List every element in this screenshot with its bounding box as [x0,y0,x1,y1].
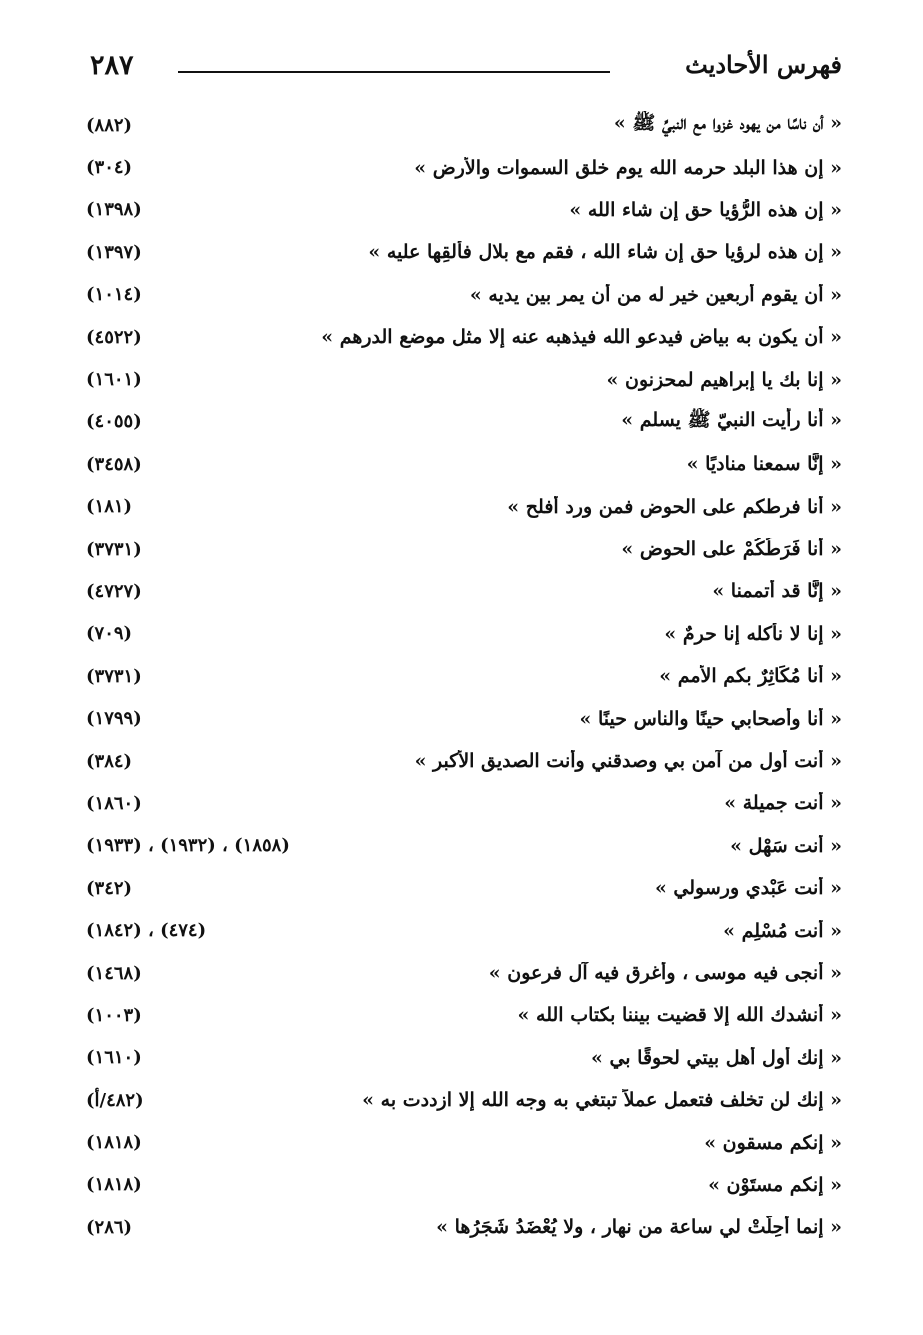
hadith-reference-number: (٧٠٩) [86,623,133,645]
hadith-text: « أنت جميلة » [724,792,842,815]
index-entry [80,443,842,485]
index-entry [80,825,842,867]
hadith-text: « إنما أُحِلَّتْ لي ساعة من نهار ، ولا يُعْضَدُ شَجَرُها » [436,1216,842,1239]
hadith-reference-number: (١٨١٨) [86,1174,142,1196]
hadith-reference-number: (٣٨٤) [86,750,133,772]
hadith-reference-number: (٤٥٢٢) [86,326,142,348]
hadith-reference-number: (٣٧٣١) [86,665,142,687]
hadith-reference-number: (١٠٠٣) [86,1004,142,1026]
hadith-reference-number: (١٦٠١) [86,369,142,391]
hadith-reference-number: (١٨٥٨) ، (١٩٣٢) ، (١٩٣٣) [86,835,290,857]
hadith-text: « أن ناسًا من يهود غزوا مع النبيِّ ﷺ » [613,112,842,135]
hadith-reference-number: (١٣٩٨) [86,199,142,221]
hadith-text: « إن هذا البلد حرمه الله يوم خلق السموات والأرض » [414,156,842,179]
hadith-text: « أنا وأصحابي حينًا والناس حينًا » [579,707,842,730]
hadith-index-list [80,104,842,1249]
index-entry [80,1206,842,1248]
hadith-text: « إن هذه لرؤيا حق إن شاء الله ، فقم مع بلال فألقِها عليه » [368,241,842,264]
hadith-reference-number: (١٤٦٨) [86,962,142,984]
index-entry [80,1079,842,1121]
hadith-text: « إنكم مسقون » [704,1131,842,1154]
page-title: فهرس الأحاديث [685,50,842,79]
hadith-text: « أنا رأيت النبيّ ﷺ يسلم » [621,408,842,431]
hadith-reference-number: (١٨١٨) [86,1132,142,1154]
index-entry [80,867,842,909]
header-rule [178,71,610,73]
index-entry [80,740,842,782]
page-number: ٢٨٧ [90,50,134,81]
hadith-text: « أن يكون به بياض فيدعو الله فيذهبه عنه إلا مثل موضع الدرهم » [321,326,842,349]
hadith-text: « إنك أول أهل بيتي لحوقًا بي » [590,1046,842,1069]
hadith-text: « إنكم مستَوْن » [708,1173,842,1196]
index-entry [80,104,842,146]
index-entry [80,1037,842,1079]
hadith-reference-number: (٢٨٦) [86,1216,133,1238]
hadith-text: « أنت مُسْلِم » [723,919,842,942]
hadith-reference-number: (٣٠٤) [86,157,133,179]
hadith-text: « أنا فرطكم على الحوض فمن ورد أفلح » [507,495,842,518]
index-entry [80,146,842,188]
hadith-reference-number: (٣٧٣١) [86,538,142,560]
hadith-text: « أنت أول من آمن بي وصدقني وأنت الصديق الأكبر » [414,750,842,773]
index-entry [80,1164,842,1206]
index-entry [80,697,842,739]
index-entry [80,231,842,273]
hadith-text: « أنت سَهْل » [730,834,842,857]
hadith-text: « أنت عَبْدي ورسولي » [654,877,842,900]
hadith-text: « أن يقوم أربعين خير له من أن يمر بين يديه » [469,283,842,306]
hadith-reference-number: (٤٠٥٥) [86,411,142,433]
index-entry [80,358,842,400]
hadith-reference-number: (٤٧٢٧) [86,580,142,602]
index-entry [80,655,842,697]
index-entry [80,570,842,612]
hadith-text: « إنا لا نأكله إنا حرمٌ » [664,622,842,645]
hadith-reference-number: (٤٧٤) ، (١٨٤٢) [86,920,207,942]
hadith-reference-number: (٣٤٥٨) [86,453,142,475]
hadith-reference-number: (١٣٩٧) [86,241,142,263]
hadith-text: « أنشدك الله إلا قضيت بيننا بكتاب الله » [517,1004,842,1027]
hadith-reference-number: (١٨٦٠) [86,792,142,814]
page-header [90,50,842,94]
hadith-reference-number: (٣٤٢) [86,877,133,899]
hadith-reference-number: (١٦١٠) [86,1047,142,1069]
index-entry [80,909,842,951]
hadith-text: « أنجى فيه موسى ، وأغرق فيه آل فرعون » [488,962,842,984]
hadith-reference-number: (١٨١) [86,496,133,518]
hadith-reference-number: (٤٨٢/أ) [86,1089,144,1111]
index-entry [80,994,842,1036]
index-entry [80,1121,842,1163]
index-entry [80,274,842,316]
index-entry [80,613,842,655]
hadith-reference-number: (٨٨٢) [86,114,133,136]
index-entry [80,782,842,824]
hadith-text: « إنا بك يا إبراهيم لمحزنون » [606,368,842,391]
hadith-reference-number: (١٠١٤) [86,284,142,306]
hadith-text: « إنك لن تخلف فتعمل عملاً تبتغي به وجه الله إلا ازددت به » [362,1089,842,1112]
index-entry [80,316,842,358]
index-entry [80,486,842,528]
hadith-text: « إنَّا قد أتممنا » [712,580,842,603]
index-entry [80,401,842,443]
index-entry [80,952,842,994]
hadith-text: « إن هذه الرُّؤيا حق إن شاء الله » [569,198,842,221]
index-entry [80,528,842,570]
hadith-reference-number: (١٧٩٩) [86,708,142,730]
hadith-text: « إنَّا سمعنا مناديًا » [686,453,842,476]
hadith-text: « أنا مُكَاثِرٌ بكم الأمم » [659,665,842,688]
hadith-text: « أنا فَرَطُكُمْ على الحوضِ » [621,538,842,561]
index-entry [80,189,842,231]
